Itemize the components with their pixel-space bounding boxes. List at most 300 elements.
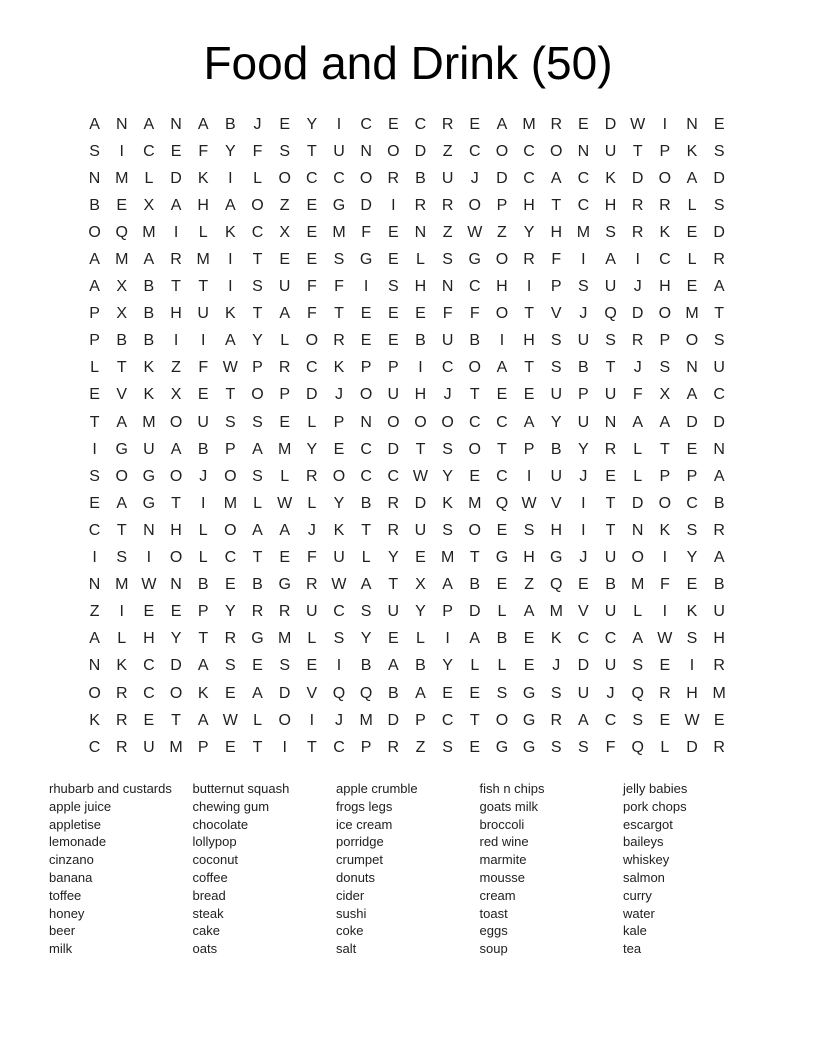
grid-letter: D [387,440,400,458]
word-list-item: red wine [479,834,529,850]
grid-letter: E [469,467,481,485]
word-list-item: rhubarb and custards [49,781,172,796]
grid-row [81,328,733,355]
grid-letter: E [496,576,508,594]
grid-letter: E [496,521,508,539]
grid-letter: C [360,115,372,133]
grid-letter: Y [252,332,263,350]
grid-letter: Q [332,684,346,702]
grid-letter: R [333,332,345,350]
grid-letter: E [225,684,236,702]
word-list-item: lollypop [192,834,237,850]
word-list-item: steak [192,905,224,921]
word-list-column [336,780,480,958]
grid-letter: R [278,603,291,621]
grid-letter: Q [604,305,617,323]
grid-letter: A [442,576,453,594]
grid-letter: U [713,603,725,621]
grid-letter: B [360,657,372,675]
grid-letter: N [577,142,590,160]
grid-letter: E [306,657,318,675]
grid-letter: M [142,223,156,241]
grid-letter: L [633,467,643,485]
word-list-item: crumpet [336,852,383,868]
grid-letter: C [224,549,237,567]
grid-letter: G [251,630,264,648]
grid-letter: Y [415,603,426,621]
grid-row [81,707,733,734]
grid-letter: S [605,223,616,241]
grid-letter: B [197,440,209,458]
grid-letter: C [604,630,617,648]
grid-letter: D [170,169,182,187]
grid-letter: S [550,359,562,377]
grid-letter: R [251,603,264,621]
grid-letter: Y [306,115,318,133]
grid-letter: E [197,386,209,404]
grid-letter: A [197,657,209,675]
grid-letter: R [713,738,725,756]
grid-letter: N [631,521,644,539]
grid-letter: T [469,549,480,567]
grid-letter: G [522,738,536,756]
grid-letter: U [441,169,454,187]
grid-letter: R [713,657,725,675]
grid-letter: W [222,359,238,377]
grid-letter: A [469,630,481,648]
word-list-item: apple juice [49,798,112,814]
grid-letter: Q [359,684,373,702]
grid-letter: E [442,684,453,702]
grid-letter: X [170,386,182,404]
grid-letter: L [117,630,127,648]
grid-letter: G [278,576,291,594]
grid-letter: O [359,169,373,187]
grid-letter: W [141,576,157,594]
grid-letter: N [414,223,427,241]
grid-row [81,436,733,463]
grid-letter: Q [631,684,644,702]
word-list-column [193,780,337,958]
grid-letter: B [89,196,100,214]
grid-letter: F [306,305,317,323]
grid-letter: K [659,521,671,539]
grid-letter: B [197,576,209,594]
grid-letter: I [200,494,206,512]
grid-letter: P [578,386,589,404]
grid-letter: O [88,684,101,702]
grid-letter: M [115,169,129,187]
grid-letter: T [469,711,480,729]
grid-letter: A [713,549,725,567]
grid-letter: D [713,223,725,241]
grid-letter: W [657,630,673,648]
grid-letter: N [88,169,101,187]
grid-letter: U [604,278,617,296]
word-list-item: goats milk [479,798,539,814]
grid-row [81,626,733,653]
grid-letter: U [414,521,427,539]
grid-letter: M [631,576,645,594]
grid-letter: R [441,196,454,214]
grid-letter: R [224,630,237,648]
grid-letter: T [252,738,263,756]
grid-letter: M [115,576,129,594]
word-list-column [49,780,193,958]
grid-letter: C [468,142,481,160]
grid-letter: R [387,521,400,539]
grid-letter: O [387,413,400,431]
grid-row [81,192,733,219]
grid-letter: F [605,738,616,756]
grid-letter: K [550,630,562,648]
grid-letter: A [523,413,535,431]
grid-letter: V [550,305,562,323]
grid-letter: T [116,359,127,377]
grid-letter: S [523,521,535,539]
grid-letter: M [549,603,563,621]
word-list-column [480,780,624,958]
grid-letter: C [143,657,155,675]
word-list-item: jelly babies [623,781,688,796]
grid-letter: P [89,332,100,350]
grid-letter: N [170,576,182,594]
grid-letter: L [280,332,290,350]
grid-letter: S [659,359,671,377]
grid-letter: E [387,115,399,133]
grid-letter: W [412,467,428,485]
grid-letter: A [89,115,100,133]
grid-letter: I [526,467,532,485]
grid-letter: W [277,494,293,512]
grid-letter: Y [225,603,236,621]
grid-letter: L [307,630,317,648]
grid-letter: I [662,115,668,133]
grid-letter: L [253,711,262,729]
grid-letter: E [469,738,481,756]
grid-letter: S [225,413,236,431]
grid-letter: O [685,332,699,350]
grid-letter: P [333,413,345,431]
grid-letter: Q [495,494,509,512]
grid-letter: Q [550,576,563,594]
grid-letter: A [170,440,182,458]
grid-letter: E [578,115,589,133]
grid-row [81,301,733,328]
word-list-item: eggs [479,923,508,939]
grid-letter: D [713,169,725,187]
grid-letter: U [713,359,725,377]
grid-letter: L [198,521,208,539]
grid-letter: F [306,549,317,567]
grid-letter: R [115,738,128,756]
grid-letter: P [360,738,372,756]
grid-letter: C [360,467,372,485]
grid-row [81,545,733,572]
grid-letter: M [685,305,699,323]
grid-letter: L [416,251,425,269]
grid-letter: S [225,657,236,675]
grid-letter: M [440,549,455,567]
grid-letter: N [360,142,372,160]
grid-letter: K [225,305,236,323]
grid-letter: R [631,196,644,214]
word-list-item: baileys [623,834,664,850]
grid-letter: T [171,711,181,729]
grid-letter: G [522,711,536,729]
grid-letter: F [252,142,263,160]
grid-letter: P [659,332,671,350]
grid-letter: P [659,142,671,160]
grid-letter: U [333,549,345,567]
grid-letter: O [278,169,291,187]
grid-letter: Y [523,223,535,241]
word-list-item: appletise [49,816,102,832]
grid-letter: E [279,413,290,431]
grid-letter: O [88,223,101,241]
grid-letter: S [578,278,589,296]
grid-letter: R [115,684,128,702]
grid-letter: E [686,440,698,458]
grid-letter: N [604,413,617,431]
grid-letter: O [115,467,128,485]
word-list-item: coconut [192,852,239,868]
grid-letter: Q [631,738,644,756]
grid-letter: H [197,196,209,214]
grid-letter: P [360,359,372,377]
grid-letter: I [228,278,233,296]
grid-letter: T [116,521,127,539]
grid-letter: I [146,549,152,567]
grid-letter: N [360,413,372,431]
grid-letter: M [169,738,183,756]
grid-letter: I [635,251,640,269]
grid-letter: C [523,142,535,160]
grid-letter: O [495,711,509,729]
grid-letter: Y [578,440,589,458]
grid-letter: P [659,467,671,485]
grid-letter: U [143,440,155,458]
grid-letter: N [88,576,101,594]
grid-letter: N [686,359,698,377]
grid-letter: S [279,142,290,160]
grid-letter: T [89,413,100,431]
grid-letter: P [279,386,290,404]
grid-letter: E [523,657,535,675]
grid-letter: I [200,332,206,350]
grid-letter: L [660,738,670,756]
grid-letter: O [441,413,454,431]
grid-letter: R [306,467,318,485]
word-list-item: milk [49,941,73,957]
grid-letter: T [714,305,725,323]
grid-letter: E [279,549,290,567]
grid-letter: O [169,413,183,431]
grid-letter: B [496,630,508,648]
grid-letter: P [197,603,209,621]
grid-letter: D [604,115,617,133]
grid-letter: U [604,549,617,567]
grid-letter: O [550,142,563,160]
grid-letter: T [605,359,616,377]
grid-letter: I [228,251,233,269]
grid-letter: U [387,603,400,621]
grid-letter: R [550,115,563,133]
grid-row [81,409,733,436]
grid-letter: E [225,576,236,594]
grid-letter: Z [279,196,290,214]
grid-letter: T [524,359,534,377]
grid-letter: S [89,467,100,485]
grid-letter: C [496,467,508,485]
grid-letter: P [496,196,508,214]
grid-letter: I [445,630,450,648]
grid-letter: Y [550,413,562,431]
grid-row [81,517,733,544]
grid-letter: I [662,603,668,621]
grid-letter: W [222,711,238,729]
word-list-item: honey [49,905,85,921]
grid-letter: E [713,115,725,133]
grid-letter: K [686,142,698,160]
grid-letter: F [551,251,562,269]
grid-letter: C [713,386,725,404]
grid-letter: D [468,603,481,621]
grid-letter: Q [115,223,128,241]
grid-letter: A [225,332,236,350]
grid-letter: O [224,467,237,485]
grid-letter: T [252,549,263,567]
grid-letter: Z [524,576,534,594]
word-list-item: sushi [336,905,367,921]
grid-letter: A [686,169,698,187]
grid-letter: V [306,684,318,702]
grid-letter: A [116,413,128,431]
grid-letter: D [496,169,508,187]
grid-letter: R [713,251,725,269]
grid-letter: E [387,223,399,241]
grid-letter: R [414,196,427,214]
grid-letter: A [360,576,372,594]
grid-letter: C [577,196,590,214]
grid-letter: B [469,576,481,594]
grid-letter: R [115,711,128,729]
grid-letter: O [495,305,509,323]
grid-letter: A [279,305,290,323]
grid-letter: S [713,196,725,214]
grid-letter: L [253,494,262,512]
grid-letter: P [387,359,399,377]
grid-letter: D [686,413,698,431]
word-list-item: bread [192,887,226,903]
grid-letter: E [387,251,399,269]
grid-letter: E [143,711,155,729]
grid-letter: S [333,251,345,269]
grid-letter: S [360,603,372,621]
grid-letter: B [143,305,155,323]
grid-letter: S [550,738,562,756]
grid-letter: I [336,657,342,675]
grid-letter: L [497,657,507,675]
grid-letter: G [495,738,509,756]
grid-letter: Z [415,738,426,756]
grid-letter: E [170,603,182,621]
grid-letter: K [89,711,100,729]
grid-letter: W [467,223,483,241]
grid-letter: P [252,359,263,377]
word-list-column [623,780,767,958]
grid-letter: I [581,494,586,512]
grid-letter: S [496,684,508,702]
grid-letter: H [143,630,155,648]
grid-letter: B [116,332,128,350]
grid-letter: J [307,521,316,539]
grid-letter: W [521,494,537,512]
word-list-item: butternut squash [192,781,290,796]
grid-letter: E [225,738,236,756]
grid-letter: J [633,359,642,377]
grid-letter: B [143,278,155,296]
grid-letter: H [523,196,535,214]
grid-letter: G [142,494,156,512]
word-list-item: cinzano [49,852,94,868]
grid-row [81,572,733,599]
grid-letter: E [578,576,589,594]
grid-letter: O [631,549,644,567]
grid-letter: J [334,386,343,404]
grid-letter: G [332,196,346,214]
grid-letter: N [115,115,128,133]
grid-letter: P [550,278,562,296]
grid-letter: T [605,521,616,539]
grid-letter: R [278,359,291,377]
grid-letter: C [306,169,318,187]
grid-letter: H [170,521,182,539]
grid-letter: B [415,657,426,675]
grid-letter: R [659,684,671,702]
grid-letter: A [605,251,616,269]
grid-letter: E [89,494,100,512]
grid-letter: I [282,738,287,756]
grid-letter: S [713,332,725,350]
grid-letter: M [278,440,292,458]
grid-letter: O [468,440,481,458]
grid-letter: I [499,332,505,350]
grid-letter: B [415,169,426,187]
grid-letter: B [360,494,372,512]
grid-letter: F [306,278,317,296]
grid-letter: A [713,278,725,296]
grid-letter: S [605,332,616,350]
grid-letter: O [468,521,481,539]
word-list-item: chewing gum [192,798,270,814]
word-list-item: toffee [49,887,82,903]
grid-letter: H [550,521,563,539]
grid-letter: I [119,603,124,621]
word-list-item: salt [336,941,357,957]
grid-letter: L [687,251,697,269]
grid-letter: Y [333,494,345,512]
grid-letter: K [605,169,616,187]
grid-letter: C [496,413,508,431]
grid-letter: J [443,386,452,404]
word-list-item: lemonade [49,834,107,850]
grid-letter: I [581,521,586,539]
word-list-item: soup [479,941,508,957]
grid-letter: A [252,521,263,539]
grid-letter: K [116,657,128,675]
grid-letter: A [713,467,725,485]
